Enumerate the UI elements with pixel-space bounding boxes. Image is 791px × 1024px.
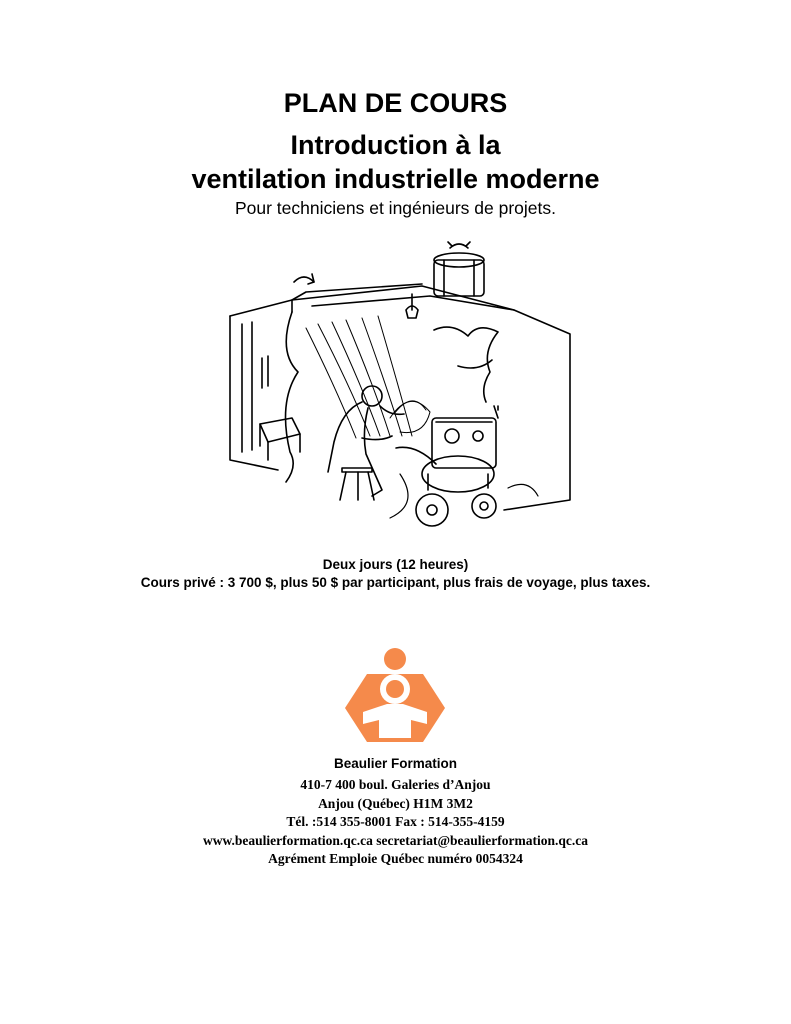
course-title xyxy=(0,128,791,196)
company-accreditation: Agrément Emploie Québec numéro 0054324 xyxy=(268,851,523,867)
course-duration: Deux jours (12 heures) xyxy=(322,557,469,572)
company-name: Beaulier Formation xyxy=(333,756,458,771)
course-title-line-2: ventilation industrielle moderne xyxy=(191,164,600,194)
company-contact-block xyxy=(0,776,791,869)
company-address: 410-7 400 boul. Galeries d’Anjou xyxy=(300,777,491,792)
course-details xyxy=(0,556,791,592)
title-block xyxy=(0,86,791,219)
company-city: Anjou (Québec) H1M 3M2 xyxy=(318,795,473,811)
document-title: PLAN DE COURS xyxy=(283,88,508,118)
company-phone-fax: Tél. :514 355-8001 Fax : 514-355-4159 xyxy=(286,814,505,830)
company-web-email: www.beaulierformation.qc.ca secretariat@beaulierformation.qc.ca xyxy=(203,832,588,848)
course-subtitle: Pour techniciens et ingénieurs de projets. xyxy=(234,198,557,218)
beaulier-formation-logo-icon xyxy=(345,646,445,746)
course-title-line-1: Introduction à la xyxy=(290,130,501,160)
company-info xyxy=(0,755,791,869)
welder-booth-illustration-icon xyxy=(222,238,574,538)
course-price: Cours privé : 3 700 $, plus 50 $ par participant, plus frais de voyage, plus taxes. xyxy=(140,575,651,590)
